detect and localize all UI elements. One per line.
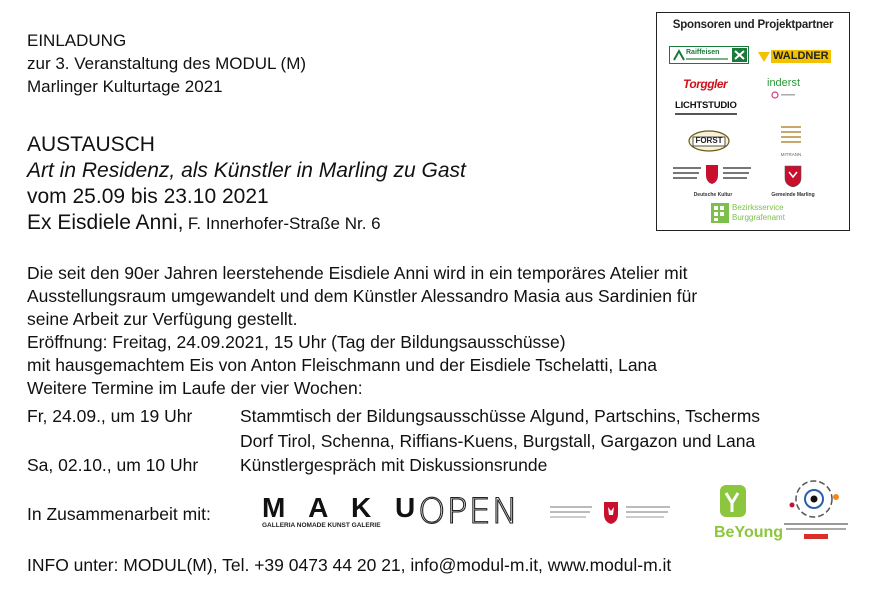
waldner-icon	[757, 50, 771, 64]
inderst-text: inderst	[767, 77, 801, 89]
schedule-1-what-1: Stammtisch der Bildungsausschüsse Algund, Partschins, Tscherms	[240, 406, 761, 426]
province-sponsor-graphic	[671, 163, 755, 187]
cooperation-label: In Zusammenarbeit mit:	[27, 504, 211, 524]
event-dates: vom 25.09 bis 23.10 2021	[27, 185, 269, 208]
further-dates-line: Weitere Termine im Laufe der vier Wochen:	[27, 378, 363, 398]
body-line-2: Ausstellungsraum umgewandelt und dem Künstler Alessandro Masia aus Sardinien für	[27, 286, 698, 306]
raiffeisen-logo	[669, 46, 749, 64]
beyoung-text: BeYoung	[714, 524, 784, 541]
bezirksservice-logo	[711, 203, 801, 225]
forst-logo	[687, 129, 731, 151]
beyoung-icon	[714, 483, 770, 519]
event-venue: Ex Eisdiele Anni,	[27, 211, 184, 234]
youth-center-logo	[780, 475, 852, 545]
maku-logo-subtitle: GALLERIA NOMADE KUNST GALERIE	[262, 522, 381, 529]
event-title: AUSTAUSCH	[27, 133, 155, 156]
header-line-3: Marlinger Kulturtage 2021	[27, 77, 223, 96]
lichtstudio-text: LICHTSTUDIO	[675, 100, 737, 111]
province-logo	[548, 499, 688, 525]
body-line-3: seine Arbeit zur Verfügung gestellt.	[27, 309, 298, 329]
inderst-logo	[767, 77, 817, 107]
mitrann-icon	[779, 125, 803, 147]
opening-line: Eröffnung: Freitag, 24.09.2021, 15 Uhr (Tag der Bildungsausschüsse)	[27, 332, 566, 352]
bezirksservice-icon	[711, 203, 729, 223]
beyoung-logo	[714, 483, 784, 541]
sponsor-box	[656, 12, 850, 231]
open-logo-text: OPEN	[418, 492, 519, 532]
mitrann-text: MITRANN	[780, 152, 802, 157]
youth-center-graphic	[780, 475, 852, 545]
sponsor-title: Sponsoren und Projektpartner	[672, 19, 834, 31]
raiffeisen-square-icon	[732, 48, 747, 62]
bezirksservice-text-1: Bezirksservice	[732, 203, 784, 212]
event-subtitle: Art in Residenz, als Künstler in Marling zu Gast	[27, 159, 466, 182]
maku-logo-text: M A K U	[262, 492, 424, 523]
gemeinde-marling-logo	[771, 165, 815, 197]
event-location	[27, 210, 381, 236]
deutsche-kultur-text: Deutsche Kultur	[693, 192, 733, 198]
forst-text: FORST	[695, 136, 723, 145]
lichtstudio-logo	[675, 101, 745, 119]
gemeinde-text: Gemeinde Marling	[771, 192, 815, 198]
header-line-1: EINLADUNG	[27, 31, 127, 50]
schedule-2-what-1: Künstlergespräch mit Diskussionsrunde	[240, 455, 548, 475]
event-address: F. Innerhofer-Straße Nr. 6	[187, 214, 381, 233]
bezirksservice-text-2: Burggrafenamt	[732, 213, 785, 222]
raiffeisen-text: Raiffeisen	[686, 49, 720, 56]
waldner-text: WALDNER	[773, 50, 829, 62]
info-line: INFO unter: MODUL(M), Tel. +39 0473 44 20 21, info@modul-m.it, www.modul-m.it	[27, 555, 672, 575]
waldner-logo	[757, 49, 827, 65]
province-sponsor-logo	[671, 163, 755, 197]
ice-cream-line: mit hausgemachtem Eis von Anton Fleischmann und der Eisdiele Tschelatti, Lana	[27, 355, 658, 375]
schedule-1-when: Fr, 24.09., um 19 Uhr	[27, 406, 193, 426]
maku-logo	[262, 492, 424, 530]
open-logo	[418, 492, 519, 532]
mitrann-logo	[779, 125, 803, 155]
province-logo-graphic	[548, 499, 688, 525]
torggler-logo: Torggler	[683, 77, 728, 91]
raiffeisen-icon	[672, 48, 686, 62]
header-line-2: zur 3. Veranstaltung des MODUL (M)	[27, 54, 307, 73]
body-line-1: Die seit den 90er Jahren leerstehende Eisdiele Anni wird in ein temporäres Atelier mit	[27, 263, 688, 283]
schedule-2-when: Sa, 02.10., um 10 Uhr	[27, 455, 199, 475]
inderst-flower-icon	[767, 89, 797, 103]
gemeinde-crest-icon	[771, 165, 815, 187]
schedule-1-what-2: Dorf Tirol, Schenna, Riffians-Kuens, Burgstall, Gargazon und Lana	[240, 431, 756, 451]
